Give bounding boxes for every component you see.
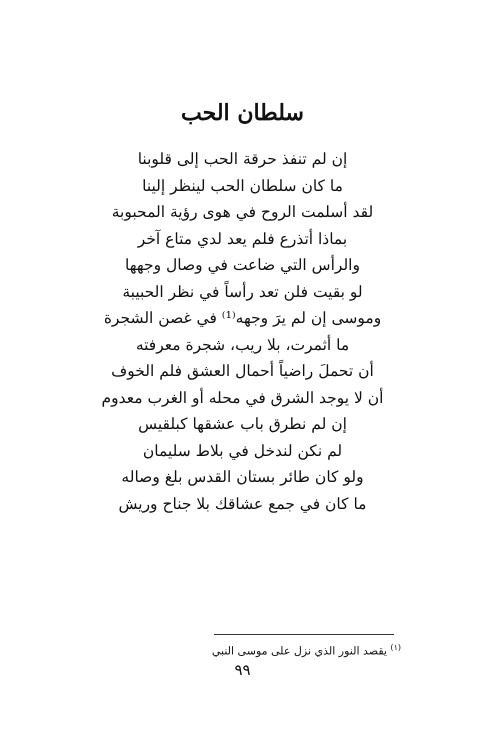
footnote [212,640,401,660]
verse-line: أن لا يوجد الشرق في محله أو الغرب معدوم [101,388,384,407]
footnote-marker: (١) [390,643,401,652]
verse-line: لقد أسلمت الروح في هوى رؤية المحبوبة [111,203,374,221]
footnote-divider [214,634,394,635]
verse-line: لم نكن لندخل في بلاط سليمان [142,441,343,460]
footnote-text: يقصد النور الذي نزل على موسى النبي [211,644,387,658]
verse-line: بماذا أتذرع فلم يعد لدي متاع آخر [137,229,348,248]
poem-title: سلطان الحب [181,100,304,126]
verse-line: ولو كان طائر بستان القدس بلغ وصاله [121,468,364,486]
verse-line: لو بقيت فلن تعد رأساً في نظر الحبيبة [122,282,363,301]
verse-line: وموسى إن لم يرَ وجهه⁽¹⁾ في غصن الشجرة [103,309,382,327]
verse-line: ما أثمرت، بلا ريب، شجرة معرفته [135,335,350,354]
verse-line: إن لم نطرق باب عشقها كبلقيس [138,415,347,433]
page-number: ٩٩ [234,661,251,679]
verse-line: إن لم تنفذ حرقة الحب إلى قلوبنا [137,150,348,168]
verse-line: ما كان سلطان الحب لينظر إلينا [142,176,343,195]
verse-line: أن تحملَ راضياً أحمال العشق فلم الخوف [111,362,374,380]
poem-verses [0,146,485,517]
verse-line: ما كان في جمع عشاقك بلا جناح وريش [118,494,367,513]
verse-line: والرأس التي ضاعت في وصال وجهها [125,256,360,274]
